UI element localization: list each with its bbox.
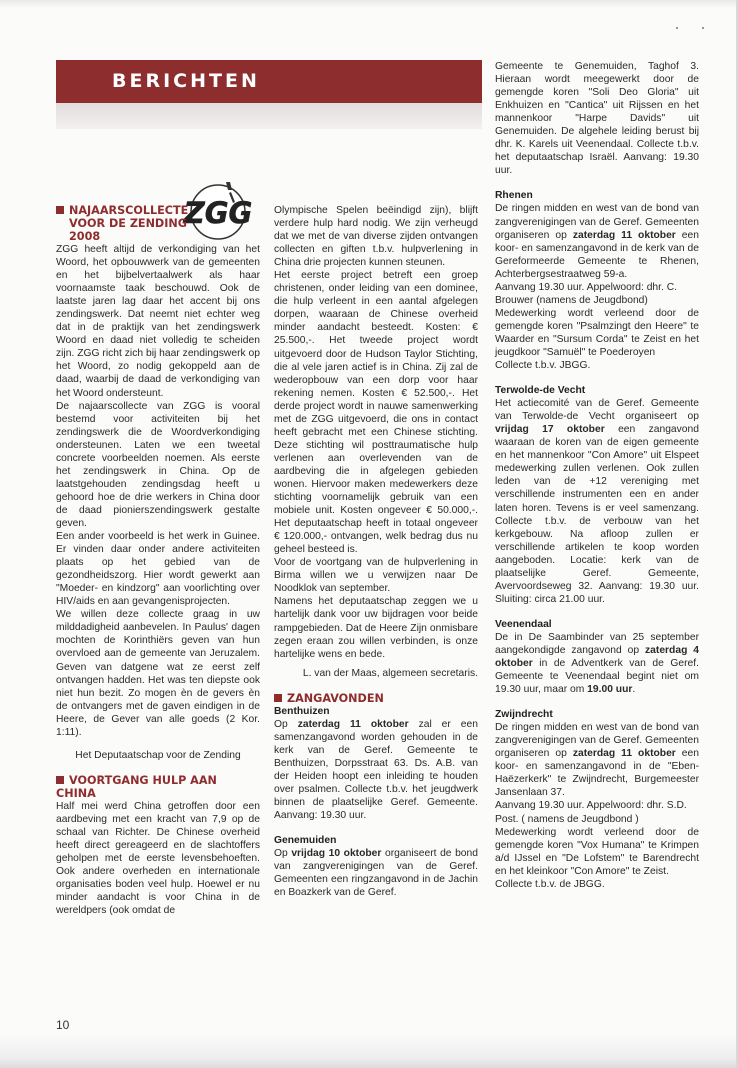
subheading-veenendaal: Veenendaal	[495, 618, 552, 630]
subheading-zwijndrecht: Zwijndrecht	[495, 709, 553, 721]
paragraph: We willen deze collecte graag in uw milddadigheid aanbevelen. In Paulus' dagen mochten de Korinthiërs geven van hun overvloed aan de gemeente van Jeruzalem. Geven van datgene wat ze eerst zelf ontvangen hadden. Het was ten diepste ook niet hun bezit. Zo mogen èn de gevers èn de ontvangers met de gaven eindigen in de Heere, de Gever van alle goeds (2 Kor. 1:11).	[56, 609, 260, 738]
paragraph: Medewerking wordt verleend door de gemengde koren "Psalmzingt den Heere" te Waarder en "Sursum Corda" te Zeist en het jeugdkoor "Samuël" te Poederoyen	[495, 307, 699, 358]
page-number: 10	[56, 1018, 70, 1032]
subheading-genemuiden: Genemuiden	[274, 835, 337, 847]
subheading-terwolde: Terwolde-de Vecht	[495, 385, 586, 397]
paragraph: De ringen midden en west van de bond van zangverenigingen van de Geref. Gemeenten organiseren op zaterdag 11 oktober een koor- en samenzangavond in de "Eben-Haëzerkerk" te Zwijndrecht, Burgemeester Jansenlaan 37.	[495, 722, 699, 799]
paragraph: Medewerking wordt verleend door de gemengde koren "Vox Humana" te Krimpen a/d IJssel en "De Lofstem" te Barendrecht en het kleinkoor "Con Amore" te Zeist.	[495, 826, 699, 877]
signature: Het Deputaatschap voor de Zending	[75, 749, 241, 761]
paragraph: De najaarscollecte van ZGG is vooral bestemd voor activiteiten bij het zendingswerk die de Woordverkondiging ondersteunen. Laten we een tweetal concrete voorbeelden noemen. Als eerste het zendingswerk in China. Op de laatstgehouden zendingsdag heeft u gehoord hoe de drie werkers in China door de daad pionierszendingswerk gestalte geven.	[56, 400, 260, 529]
paragraph: Het eerste project betreft een groep christenen, onder leiding van een dominee, die hulp verleent in een aantal afgelegen dorpen, waaraan de Chinese overheid minder aandacht besteedt. Kosten: € 25.500,-. Het tweede project wordt uitgevoerd door de Hudson Taylor Stichting, die al vele jaren actief is in China. Zij zal de wederopbouw van een dorp voor haar rekening nemen. Kosten € 52.500,-. Het derde project wordt in nauwe samenwerking met de ZGG uitgevoerd, die ons in contact heeft gebracht met een Chinese stichting. Deze stichting wil posttraumatische hulp verlenen aan overlevenden van de aardbeving die in afgelegen gebieden wonen. Hiervoor maken medewerkers deze stichting voornamelijk gebruik van een mobiele unit. Kosten ongeveer € 50.000,-. Het deputaatschap heeft in totaal ongeveer € 120.000,- ontvangen, welk bedrag dus nu geheel besteed is.	[274, 270, 478, 556]
paragraph: Collecte t.b.v. JBGG.	[495, 360, 591, 372]
column-3	[495, 60, 699, 891]
heading-voortgang-china: VOORTGANG HULP AAN CHINA	[56, 773, 217, 800]
paragraph: ZGG heeft altijd de verkondiging van het Woord, het opbouwwerk van de gemeenten en het bijbelvertaalwerk als haar voornaamste taak beschouwd. Ook de laatste jaren lag daar het accent bij ons zendingswerk. Dat neemt niet echter weg dat in de praktijk van het zendingswerk Woord en daad niet volledig te scheiden zijn. ZGG richt zich bij haar zendingswerk op het Woord, zo nodig gekoppeld aan de daad, waarbij de daad de verkondiging van het Woord ondersteunt.	[56, 244, 260, 399]
paragraph: De in De Saambinder van 25 september aangekondigde zangavond op zaterdag 4 oktober in de Adventkerk van de Geref. Gemeente te Veenendaal begint niet om 19.30 uur, maar om 19.00 uur.	[495, 631, 699, 696]
paragraph: Op vrijdag 10 oktober organiseert de bond van zangverenigingen van de Geref. Gemeenten een ringzangavond in de Jachin en Boazkerk van de Geref.	[274, 848, 478, 899]
section-title: BERICHTEN	[112, 70, 260, 92]
paragraph: Op zaterdag 11 oktober zal er een samenzangavond worden gehouden in de kerk van de Geref. Gemeente te Benthuizen, Dorpsstraat 63. Ds. A.B. van der Heiden hoopt een inleiding te houden over psalmen. Collecte t.b.v. het jeugdwerk binnen de plaatselijke Geref. Gemeente. Aanvang: 19.30 uur.	[274, 718, 478, 822]
paragraph: Collecte t.b.v. de JBGG.	[495, 878, 605, 890]
paragraph: Aanvang 19.30 uur. Appelwoord: dhr. S.D. Post. ( namens de Jeugdbond )	[495, 800, 687, 825]
paragraph: De ringen midden en west van de bond van zangverenigingen van de Geref. Gemeenten organiseren op zaterdag 11 oktober een koor- en samenzangavond in de kerk van de Gereformeerde Gemeente te Rhenen, Achterbergsestraatweg 59-a.	[495, 203, 699, 280]
section-banner	[56, 60, 482, 103]
paragraph: Het actiecomité van de Geref. Gemeente van Terwolde-de Vecht organiseert op vrijdag 17 oktober een zangavond waaraan de koren van de eigen gemeente en het mannenkoor "Con Amore" uit Elspeet medewerking zullen verlenen. Ook zullen leden van de +12 vereniging met verschillende instrumenten een en ander laten horen. Tevens is er veel samenzang. Collecte t.b.v. de verbouw van het kerkgebouw. Na afloop zullen er verschillende artikelen te koop worden aangeboden. Locatie: kerk van de plaatselijke Geref. Gemeente, Avervoordseweg 32. Aanvang: 19.30 uur. Sluiting: circa 21.00 uur.	[495, 398, 699, 605]
scan-edge-top	[0, 0, 738, 8]
paragraph: Voor de voortgang van de hulpverlening in Birma willen we u verwijzen naar De Noodklok van september.	[274, 557, 478, 595]
scan-speck	[676, 27, 678, 29]
paragraph: Een ander voorbeeld is het werk in Guinee. Er vinden daar onder andere activiteiten plaats op het gebied van de gezondheidszorg. Hier wordt gewerkt aan "Moeder- en kindzorg" aan voorlichting over HIV/aids en aan gevangenisprojecten.	[56, 531, 260, 608]
paragraph: Half mei werd China getroffen door een aardbeving met een kracht van 7,9 op de schaal van Richter. De Chinese overheid heeft direct gereageerd en de slachtoffers geholpen met de eerste levensbehoeften. Ook andere overheden en internationale organisaties boden veel hulp. Hoewel er nu minder aandacht is voor China in de wereldpers (ook omdat de	[56, 800, 260, 917]
heading-bullet-icon	[56, 206, 64, 214]
scan-edge-bottom	[0, 1034, 738, 1068]
subheading-benthuizen: Benthuizen	[274, 705, 330, 717]
paragraph: Aanvang 19.30 uur. Appelwoord: dhr. C. Brouwer (namens de Jeugdbond)	[495, 281, 678, 306]
subheading-rhenen: Rhenen	[495, 190, 533, 202]
heading-zangavonden: ZANGAVONDEN	[274, 692, 478, 705]
paragraph: Olympische Spelen beëindigd zijn), blijft verdere hulp hard nodig. We zijn verheugd dat we met de van diverse zijden ontvangen collecten en giften t.b.v. hulpverlening in China drie projecten kunnen steunen.	[274, 205, 478, 269]
signature: L. van der Maas, algemeen secretaris.	[302, 667, 478, 679]
heading-najaarscollecte: NAJAARSCOLLECTE VOOR DE ZENDING 2008	[56, 204, 260, 243]
heading-bullet-icon	[274, 694, 282, 702]
paragraph: Namens het deputaatschap zeggen we u hartelijk dank voor uw bijdragen voor beide rampgebieden. Dat de Heere Zijn onmisbare zegen eraan zou willen verbinden, is onze hartelijke wens en bede.	[274, 596, 478, 660]
paragraph: Gemeente te Genemuiden, Taghof 3. Hieraan wordt meegewerkt door de gemengde koren "Soli Deo Gloria" uit Enkhuizen en "Cantica" uit Rijssen en het mannenkoor "Harpe Davids" uit Genemuiden. De algehele leiding berust bij dhr. K. Karels uit Veenendaal. Collecte t.b.v. het deputaatschap Israël. Aanvang: 19.30 uur.	[495, 61, 699, 177]
column-1	[56, 204, 260, 917]
column-2	[274, 204, 478, 899]
scan-speck	[702, 27, 704, 29]
logo-text: ZGG	[183, 196, 252, 230]
banner-shadow	[56, 103, 482, 129]
heading-bullet-icon	[56, 776, 64, 784]
